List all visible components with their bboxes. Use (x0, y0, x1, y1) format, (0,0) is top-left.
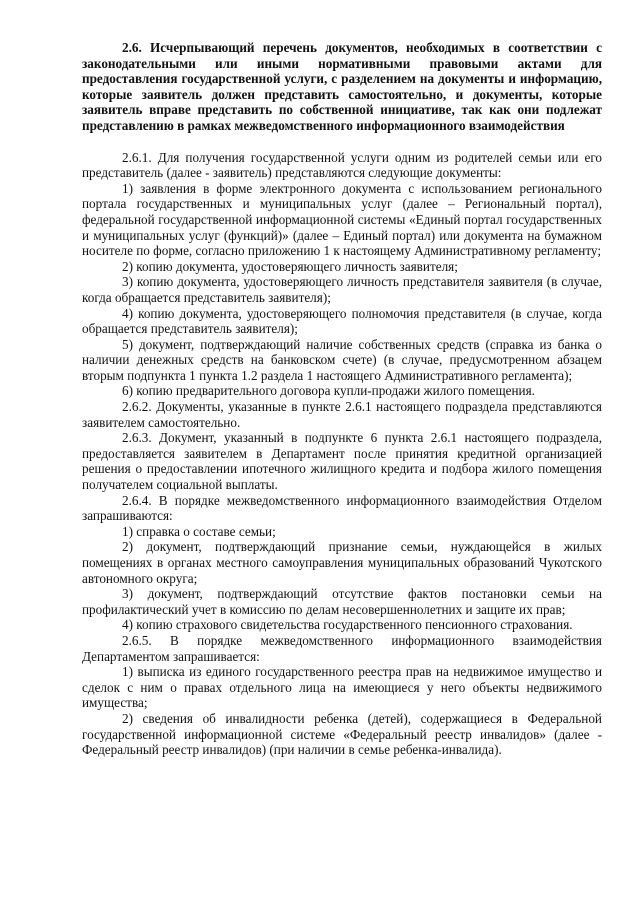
paragraph-2-6-4: 2.6.4. В порядке межведомственного информационного взаимодействия Отделом запрашиваются: (82, 492, 602, 524)
list-item: 2) сведения об инвалидности ребенка (детей), содержащиеся в Федеральной государственной информационной системе «Федеральный реестр инвалидов» (далее - Федеральный реестр инвалидов) (при наличии в семье ребенка-инвалида). (82, 710, 602, 758)
list-item: 6) копию предварительного договора купли-продажи жилого помещения. (122, 383, 535, 399)
list-item: 2) документ, подтверждающий признание семьи, нуждающейся в жилых помещениях в органах местного самоуправления муниципальных образований Чукотского автономного округа; (82, 539, 602, 586)
list-item: 5) документ, подтверждающий наличие собственных средств (справка из банка о наличии денежных средств на банковском счете) (в случае, предусмотренном абзацем вторым подпункта 1 пункта 1.2 раздела 1 настоящего Административного регламента); (82, 336, 602, 383)
list-item: 2) копию документа, удостоверяющего личность заявителя; (122, 258, 458, 274)
paragraph-2-6-2: 2.6.2. Документы, указанные в пункте 2.6.1 настоящего подраздела представляются заявителем самостоятельно. (82, 399, 602, 430)
paragraph-2-6-5: 2.6.5. В порядке межведомственного информационного взаимодействия Департаментом запрашивается: (82, 632, 602, 664)
list-item: 1) заявления в форме электронного документа с использованием регионального портала государственных и муниципальных услуг (далее – Региональный портал), федеральной государственной информационной системы «Единый портал государственных и муниципальных услуг (функций)» (далее – Единый портал) или документа на бумажном носителе по форме, согласно приложению 1 к настоящему Административному регламенту; (82, 180, 602, 259)
paragraph-2-6-3: 2.6.3. Документ, указанный в подпункте 6 пункта 2.6.1 настоящего подраздела, предоставляется заявителем в Департамент после принятия кредитной организацией решения о предоставлении ипотечного жилищного кредита и подбора жилого помещения получателем социальной выплаты. (82, 430, 602, 493)
list-item: 1) справка о составе семьи; (122, 523, 276, 539)
list-item: 4) копию страхового свидетельства государственного пенсионного страхования. (122, 617, 573, 633)
list-item: 3) документ, подтверждающий отсутствие фактов постановки семьи на профилактический учет в комиссию по делам несовершеннолетних и защите их прав; (82, 586, 602, 617)
paragraph-2-6-1: 2.6.1. Для получения государственной услуги одним из родителей семьи или его представитель (далее - заявитель) представляются следующие документы: (82, 149, 602, 181)
list-item: 1) выписка из единого государственного реестра прав на недвижимое имущество и сделок с ним о правах отдельного лица на имеющиеся у него объекты недвижимого имущества; (82, 664, 602, 711)
list-item: 3) копию документа, удостоверяющего личность представителя заявителя (в случае, когда обращается представитель заявителя); (82, 274, 602, 305)
list-item: 4) копию документа, удостоверяющего полномочия представителя (в случае, когда обращается представитель заявителя); (82, 305, 602, 337)
section-heading: 2.6. Исчерпывающий перечень документов, необходимых в соответствии с законодательными или иными нормативными правовыми актами для предоставления государственной услуги, с разделением на документы и информацию, которые заявитель должен представить самостоятельно, и документы, которые заявитель вправе представить по собственной инициативе, так как они подлежат представлению в рамках межведомственного информационного взаимодействия (82, 40, 602, 133)
document-page (82, 40, 602, 758)
